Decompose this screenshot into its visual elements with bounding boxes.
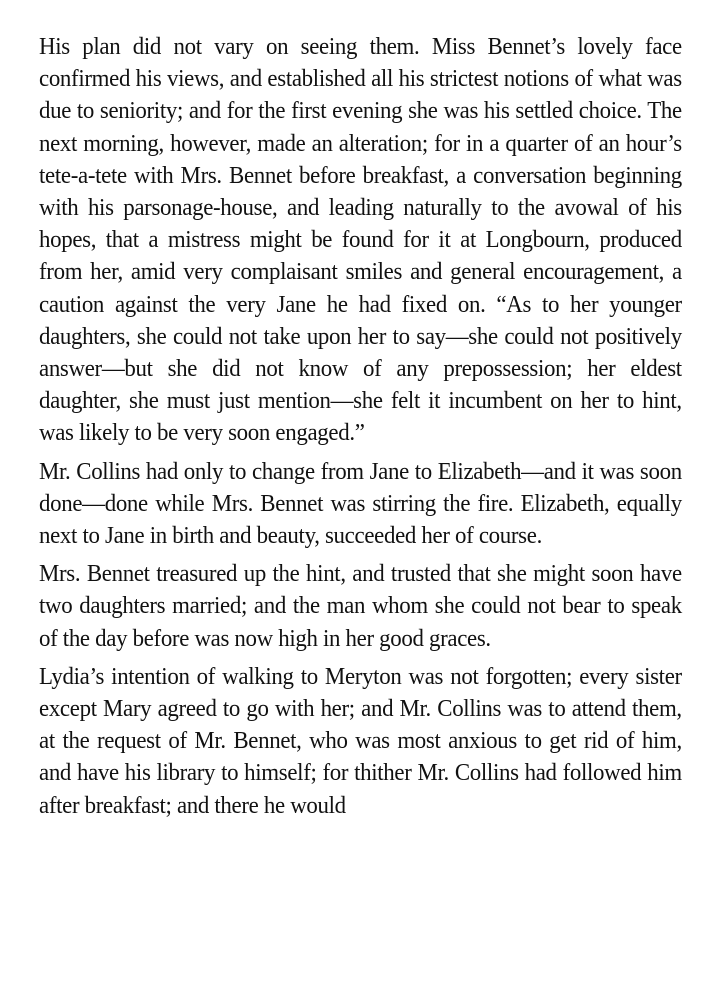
paragraph-4: Lydia’s intention of walking to Meryton was not forgotten; every sister except Mary agreed to go with her; and Mr. Collins was to attend them, at the request of Mr. Bennet, who was most anxious to get rid of him, and have his library to himself; for thither Mr. Collins had followed him after breakfast; and there he would [39,662,682,819]
paragraph-2: Mr. Collins had only to change from Jane to Elizabeth—and it was soon done—done while Mrs. Bennet was stirring the fire. Elizabeth, equally next to Jane in birth and beauty, succeeded her of course. [39,457,682,550]
paragraph-3: Mrs. Bennet treasured up the hint, and trusted that she might soon have two daughters married; and the man whom she could not bear to speak of the day before was now high in her good graces. [39,560,682,652]
paragraph-1: His plan did not vary on seeing them. Miss Bennet’s lovely face confirmed his views, and established all his strictest notions of what was due to seniority; and for the first evening she was his settled choice. The next morning, however, made an alteration; for in a quarter of an hour’s tete-a-tete with Mrs. Bennet before breakfast, a conversation beginning with his parsonage-house, and leading naturally to the avowal of his hopes, that a mistress might be found for it at Longbourn, produced from her, amid very complaisant smiles and general encouragement, a caution against the very Jane he had fixed on. “As to her younger daughters, she could not take upon her to say—she could not positively answer—but she did not know of any prepossession; her eldest daughter, she must just mention—she felt it incumbent on her to hint, was likely to be very soon engaged.” [39,33,682,447]
